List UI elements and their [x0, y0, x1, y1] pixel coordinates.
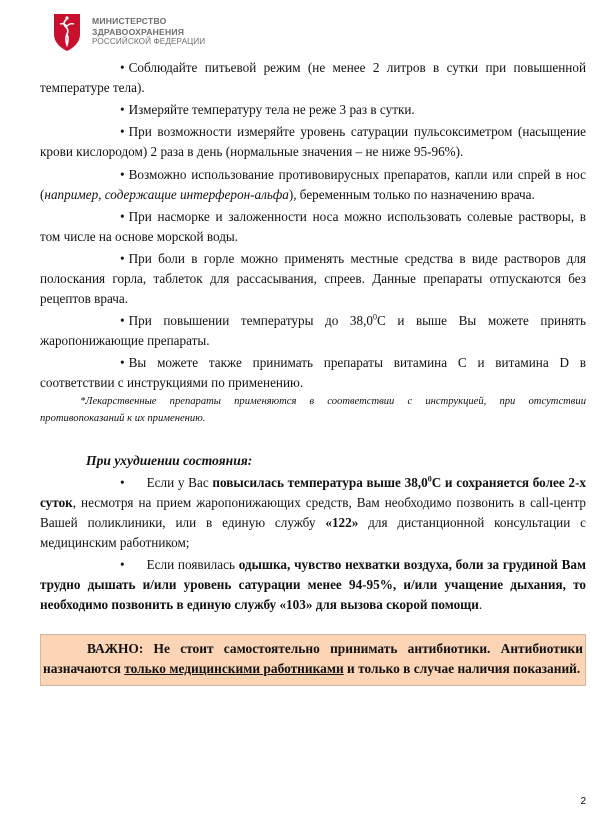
bullet-text: При боли в горле можно применять местные средства в виде растворов для полоскания горла, таблеток для рассасывания, спреев. Данные препараты отпускаются без рецептов врача. — [40, 251, 586, 306]
bullet-icon: • — [120, 167, 125, 182]
page-number: 2 — [580, 796, 586, 807]
bullet-text: . — [478, 597, 483, 612]
bullet-text: Вы можете также принимать препараты витамина С и витамина D в соответствии с инструкциями по применению. — [40, 355, 586, 390]
bullet-item — [40, 473, 586, 553]
bullet-icon: • — [120, 102, 125, 117]
bullet-text: Если у Вас — [146, 475, 213, 490]
degree-superscript: 0 — [372, 312, 377, 322]
bullet-text: Возможно использование противовирусных препаратов, капли или спрей в нос ( — [40, 167, 586, 202]
bullet-text-bold: одышка, чувство нехватки воздуха, боли за грудиной Вам трудно дышать и/или уровень сатурации менее 94-95%, и/или учащение дыхания, то необходимо позвонить в единую службу «103» для вызова скорой помощи — [40, 557, 586, 612]
document-body — [40, 58, 586, 686]
important-text-underlined: только медицинскими работниками — [124, 661, 344, 676]
bullet-text: Измеряйте температуру тела не реже 3 раз в сутки. — [128, 102, 415, 117]
footnote: *Лекарственные препараты применяются в соответствии с инструкцией, при отсутствии противопоказаний к их применению. — [40, 396, 586, 424]
bullet-icon: • — [120, 251, 125, 266]
bullet-item — [40, 249, 586, 309]
bullet-item — [40, 165, 586, 205]
bullet-text: При возможности измеряйте уровень сатурации пульсоксиметром (насыщение крови кислородом) 2 раза в день (нормальные значения – не ниже 95-96%). — [40, 124, 586, 159]
bullet-text: При насморке и заложенности носа можно использовать солевые растворы, в том числе на основе морской воды. — [40, 209, 586, 244]
bullet-text: ), беременным только по назначению врача. — [288, 187, 535, 202]
ministry-name — [92, 16, 205, 48]
bullet-item — [40, 207, 586, 247]
ministry-emblem-icon — [50, 12, 84, 52]
important-notice — [40, 634, 586, 686]
bullet-text: Соблюдайте питьевой режим (не менее 2 литров в сутки при повышенной температуре тела). — [40, 60, 586, 95]
ministry-header — [50, 12, 205, 52]
important-text: ВАЖНО: Не стоит самостоятельно принимать антибиотики. Антибиотики назначаются — [43, 641, 583, 676]
bullet-icon: • — [120, 475, 125, 490]
bullet-item — [40, 58, 586, 98]
bullet-text: С и выше Вы можете принять жаропонижающие препараты. — [40, 313, 587, 348]
bullet-text: , несмотря на прием жаропонижающих средств, Вам необходимо позвонить в call-центр Вашей поликлиники, или в единую службу — [40, 495, 586, 530]
important-text: и только в случае наличия показаний. — [343, 661, 581, 676]
bullet-item — [40, 311, 586, 351]
bullet-text-bold: повысилась температура выше 38,0 — [212, 475, 428, 490]
ministry-name-line1: МИНИСТЕРСТВО — [92, 16, 167, 27]
bullet-text-italic: например, содержащие интерферон-альфа — [44, 187, 289, 202]
bullet-icon: • — [120, 313, 125, 328]
section-title: При ухудшении состояния: — [86, 453, 253, 468]
bullet-icon: • — [120, 557, 125, 572]
ministry-name-line2: ЗДРАВООХРАНЕНИЯ — [92, 26, 185, 37]
bullet-icon: • — [120, 209, 125, 224]
ministry-name-line3: РОССИЙСКОЙ ФЕДЕРАЦИИ — [92, 37, 206, 47]
bullet-item — [40, 353, 586, 393]
bullet-text: При повышении температуры до 38,0 — [128, 313, 373, 328]
bullet-item — [40, 100, 586, 120]
bullet-text-bold: «122» — [325, 515, 359, 530]
degree-superscript: 0 — [427, 474, 432, 484]
bullet-icon: • — [120, 355, 125, 370]
bullet-text: для дистанционной консультации с медицинским работником; — [40, 515, 586, 550]
bullet-icon: • — [120, 124, 125, 139]
bullet-text-bold: С и сохраняется более 2-х суток — [40, 475, 586, 510]
bullet-item — [40, 122, 586, 162]
bullet-item — [40, 555, 586, 615]
bullet-icon: • — [120, 60, 125, 75]
bullet-text: Если появилась — [146, 557, 239, 572]
